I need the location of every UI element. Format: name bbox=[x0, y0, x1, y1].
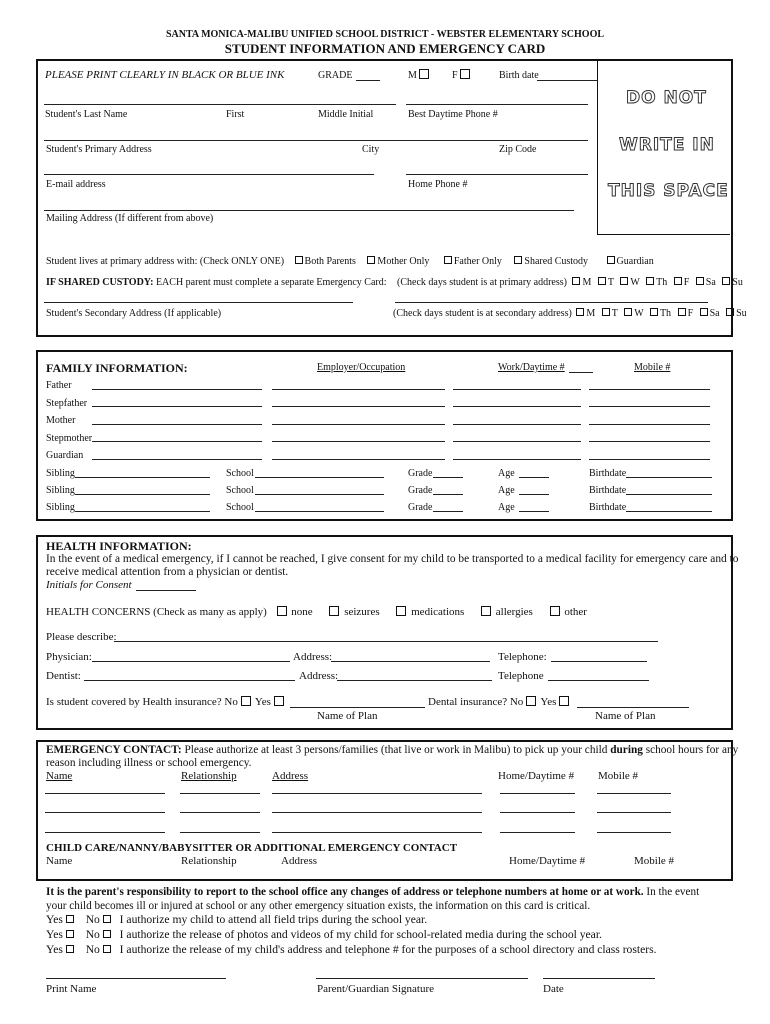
checkbox[interactable] bbox=[696, 277, 704, 285]
checkbox[interactable] bbox=[678, 308, 686, 316]
day-f[interactable] bbox=[674, 277, 690, 288]
health-concerns-label: HEALTH CONCERNS (Check as many as apply) bbox=[46, 606, 267, 618]
physician-telephone-label: Telephone: bbox=[498, 651, 547, 663]
day-m[interactable] bbox=[572, 277, 591, 288]
contact-name-field[interactable] bbox=[45, 793, 165, 794]
family-name-field[interactable] bbox=[92, 389, 262, 390]
concern-none[interactable] bbox=[277, 606, 313, 618]
family-employer-field[interactable] bbox=[272, 441, 445, 442]
yes-label: Yes bbox=[46, 943, 63, 956]
dental-plan-field[interactable] bbox=[577, 707, 689, 708]
contact-relationship-field[interactable] bbox=[180, 793, 260, 794]
sibling-age-field[interactable] bbox=[519, 494, 549, 495]
yes-label: Yes bbox=[540, 696, 557, 708]
authorization-field-trips bbox=[46, 913, 427, 926]
dental-insurance-no-checkbox[interactable] bbox=[526, 696, 536, 706]
grade-label: Grade bbox=[408, 502, 433, 513]
best-phone-label: Best Daytime Phone # bbox=[408, 109, 498, 120]
day-f[interactable] bbox=[678, 308, 694, 319]
middle-initial-label: Middle Initial bbox=[318, 109, 374, 120]
option-guardian[interactable] bbox=[607, 256, 654, 267]
no-label: No bbox=[85, 928, 100, 941]
responsibility-bold: It is the parent's responsibility to report to the school office any changes of address or telephone numbers at home or at work. bbox=[46, 886, 644, 898]
concern-label: allergies bbox=[495, 606, 533, 618]
day-label: F bbox=[687, 308, 694, 319]
sibling-name-field[interactable] bbox=[75, 494, 210, 495]
dentist-telephone-label: Telephone bbox=[498, 670, 544, 682]
health-heading: HEALTH INFORMATION: bbox=[46, 539, 192, 553]
birth-date-label: Birth date bbox=[499, 70, 539, 81]
consent-text-2: receive medical attention from a physician or dentist. bbox=[46, 566, 289, 578]
emergency-intro bbox=[46, 744, 738, 756]
checkbox[interactable] bbox=[646, 277, 654, 285]
checkbox[interactable] bbox=[674, 277, 682, 285]
physician-telephone-field[interactable] bbox=[551, 661, 647, 662]
checkbox[interactable] bbox=[620, 277, 628, 285]
day-sa[interactable] bbox=[696, 277, 716, 288]
checkbox[interactable] bbox=[550, 606, 560, 616]
dental-insurance-yes-checkbox[interactable] bbox=[559, 696, 569, 706]
contact-address-header: Address bbox=[272, 770, 309, 782]
checkbox[interactable] bbox=[598, 277, 606, 285]
directory-yes-checkbox[interactable] bbox=[66, 945, 74, 953]
health-concerns-row bbox=[46, 606, 587, 618]
dentist-field[interactable] bbox=[84, 680, 295, 681]
dentist-address-field[interactable] bbox=[337, 680, 492, 681]
option-label: Both Parents bbox=[304, 256, 356, 267]
health-plan-field[interactable] bbox=[290, 707, 425, 708]
checkbox[interactable] bbox=[481, 606, 491, 616]
contact-address-field[interactable] bbox=[272, 793, 482, 794]
family-mobile-field[interactable] bbox=[589, 389, 710, 390]
no-label: No bbox=[85, 913, 100, 926]
school-label: School bbox=[226, 502, 254, 513]
day-label: M bbox=[582, 277, 592, 288]
childcare-mobile-header: Mobile # bbox=[634, 855, 675, 867]
day-label: M bbox=[586, 308, 596, 319]
female-label: F bbox=[452, 70, 458, 81]
day-label: T bbox=[611, 308, 618, 319]
family-mobile-field[interactable] bbox=[589, 406, 710, 407]
checkbox[interactable] bbox=[576, 308, 584, 316]
concern-other[interactable] bbox=[550, 606, 587, 618]
grade-label: GRADE bbox=[318, 70, 353, 81]
shared-custody-heading: IF SHARED CUSTODY: bbox=[46, 277, 154, 288]
day-label: W bbox=[634, 308, 644, 319]
consent-text-1: In the event of a medical emergency, if I cannot be reached, I give consent for my child to be transported to a medical facility for emergency care and to bbox=[46, 553, 739, 565]
contact-home-field[interactable] bbox=[500, 793, 575, 794]
day-label: Sa bbox=[709, 308, 720, 319]
field-trips-yes-checkbox[interactable] bbox=[66, 915, 74, 923]
female-checkbox[interactable] bbox=[460, 69, 470, 79]
dentist-address-label: Address: bbox=[299, 670, 339, 682]
health-plan-name-label: Name of Plan bbox=[317, 710, 378, 722]
sibling-school-field[interactable] bbox=[255, 477, 384, 478]
family-work-phone-field[interactable] bbox=[453, 424, 581, 425]
shared-custody-row bbox=[46, 277, 743, 288]
lives-with-row bbox=[46, 256, 654, 267]
birthdate-label: Birthdate bbox=[589, 468, 627, 479]
checkbox[interactable] bbox=[514, 256, 522, 264]
date-label: Date bbox=[543, 983, 564, 995]
checkbox[interactable] bbox=[624, 308, 632, 316]
age-label: Age bbox=[498, 468, 515, 479]
grade-label: Grade bbox=[408, 485, 433, 496]
emergency-text-2: school hours for any bbox=[645, 744, 739, 756]
sibling-name-field[interactable] bbox=[75, 477, 210, 478]
checkbox[interactable] bbox=[572, 277, 580, 285]
day-sa[interactable] bbox=[700, 308, 720, 319]
sibling-birthdate-field[interactable] bbox=[626, 477, 712, 478]
date-field[interactable] bbox=[543, 978, 655, 979]
yes-label: Yes bbox=[46, 928, 63, 941]
checkbox[interactable] bbox=[607, 256, 615, 264]
option-shared-custody[interactable] bbox=[514, 256, 588, 267]
zip-label: Zip Code bbox=[499, 144, 537, 155]
dentist-telephone-field[interactable] bbox=[548, 680, 649, 681]
day-su[interactable] bbox=[722, 277, 743, 288]
father-label: Father bbox=[46, 380, 72, 391]
contact-name-header: Name bbox=[46, 770, 73, 782]
city-label: City bbox=[362, 144, 380, 155]
grade-label: Grade bbox=[408, 468, 433, 479]
contact-home-header: Home/Daytime # bbox=[498, 770, 575, 782]
lives-with-label: Student lives at primary address with: (Check ONLY ONE) bbox=[46, 256, 285, 267]
work-header-underline bbox=[569, 372, 593, 373]
childcare-home-header: Home/Daytime # bbox=[509, 855, 586, 867]
day-label: T bbox=[607, 277, 614, 288]
health-insurance-row bbox=[46, 696, 286, 708]
family-work-phone-field[interactable] bbox=[453, 406, 581, 407]
option-label: Father Only bbox=[453, 256, 502, 267]
do-not-write-line-2: WRITE IN bbox=[619, 135, 715, 155]
yes-label: Yes bbox=[254, 696, 271, 708]
authorization-text: I authorize the release of my child's address and telephone # for the purposes of a school directory and class rosters. bbox=[119, 943, 657, 956]
family-employer-field[interactable] bbox=[272, 459, 445, 460]
checkbox[interactable] bbox=[329, 606, 339, 616]
secondary-address-field[interactable] bbox=[44, 302, 353, 303]
day-w[interactable] bbox=[620, 277, 639, 288]
option-label: Mother Only bbox=[377, 256, 430, 267]
form-title: STUDENT INFORMATION AND EMERGENCY CARD bbox=[224, 41, 546, 56]
do-not-write-line-1: DO NOT bbox=[626, 88, 707, 108]
sibling-grade-field[interactable] bbox=[433, 494, 463, 495]
checkbox[interactable] bbox=[396, 606, 406, 616]
option-label: Guardian bbox=[616, 256, 654, 267]
concern-label: seizures bbox=[344, 606, 380, 618]
checkbox[interactable] bbox=[650, 308, 658, 316]
initials-field[interactable] bbox=[136, 590, 196, 591]
checkbox[interactable] bbox=[444, 256, 452, 264]
secondary-days-row bbox=[393, 308, 747, 319]
secondary-address-label: Student's Secondary Address (If applicable) bbox=[46, 308, 222, 319]
sibling-grade-field[interactable] bbox=[433, 477, 463, 478]
first-name-label: First bbox=[226, 109, 245, 120]
responsibility-line-2: your child becomes ill or injured at school or any other emergency situation exists, the information on this card is critical. bbox=[46, 900, 591, 912]
physician-address-field[interactable] bbox=[331, 661, 490, 662]
responsibility-line-1 bbox=[46, 886, 699, 898]
day-w[interactable] bbox=[624, 308, 643, 319]
no-label: No bbox=[85, 943, 100, 956]
emergency-text-1: Please authorize at least 3 persons/families (that live or work in Malibu) to pick up your child bbox=[184, 744, 608, 756]
family-mobile-field[interactable] bbox=[589, 459, 710, 460]
directory-no-checkbox[interactable] bbox=[103, 945, 111, 953]
sibling-school-field[interactable] bbox=[255, 511, 384, 512]
contact-relationship-field[interactable] bbox=[180, 832, 260, 833]
family-work-phone-field[interactable] bbox=[453, 441, 581, 442]
emergency-text-3: reason including illness or school emergency. bbox=[46, 757, 252, 769]
primary-address-label: Student's Primary Address bbox=[46, 144, 152, 155]
home-phone-label: Home Phone # bbox=[408, 179, 468, 190]
home-phone-field[interactable] bbox=[406, 174, 588, 175]
health-insurance-no-checkbox[interactable] bbox=[241, 696, 251, 706]
field-trips-no-checkbox[interactable] bbox=[103, 915, 111, 923]
primary-days-label: (Check days student is at primary address) bbox=[397, 277, 567, 288]
day-label: Su bbox=[736, 308, 747, 319]
contact-name-field[interactable] bbox=[45, 812, 165, 813]
student-name-field[interactable] bbox=[44, 104, 396, 105]
concern-allergies[interactable] bbox=[481, 606, 533, 618]
concern-label: other bbox=[564, 606, 587, 618]
childcare-heading: CHILD CARE/NANNY/BABYSITTER OR ADDITIONAL EMERGENCY CONTACT bbox=[46, 842, 458, 854]
dental-insurance-label: Dental insurance? No bbox=[428, 696, 524, 708]
male-option[interactable] bbox=[408, 69, 431, 81]
authorization-directory bbox=[46, 943, 657, 956]
physician-label: Physician: bbox=[46, 651, 92, 663]
family-name-field[interactable] bbox=[92, 424, 262, 425]
concern-label: none bbox=[291, 606, 313, 618]
guardian-label: Guardian bbox=[46, 450, 84, 461]
checkbox[interactable] bbox=[726, 308, 734, 316]
secondary-days-line[interactable] bbox=[395, 302, 708, 303]
dental-plan-name-label: Name of Plan bbox=[595, 710, 656, 722]
email-field[interactable] bbox=[44, 174, 374, 175]
last-name-label: Student's Last Name bbox=[45, 109, 128, 120]
describe-label: Please describe: bbox=[46, 631, 117, 643]
health-insurance-label: Is student covered by Health insurance? No bbox=[46, 696, 238, 708]
day-label: F bbox=[683, 277, 690, 288]
concern-seizures[interactable] bbox=[329, 606, 379, 618]
day-t[interactable] bbox=[598, 277, 614, 288]
responsibility-text-1: In the event bbox=[646, 886, 700, 898]
sibling-name-field[interactable] bbox=[75, 511, 210, 512]
sibling-age-field[interactable] bbox=[519, 511, 549, 512]
birthdate-label: Birthdate bbox=[589, 502, 627, 513]
primary-address-field[interactable] bbox=[44, 140, 588, 141]
do-not-write-line-3: THIS SPACE bbox=[608, 181, 729, 201]
sibling-birthdate-field[interactable] bbox=[626, 511, 712, 512]
contact-relationship-header: Relationship bbox=[181, 770, 237, 782]
day-label: Th bbox=[659, 308, 672, 319]
birthdate-label: Birthdate bbox=[589, 485, 627, 496]
option-mother-only[interactable] bbox=[367, 256, 429, 267]
contact-home-field[interactable] bbox=[500, 832, 575, 833]
mailing-address-label: Mailing Address (If different from above) bbox=[46, 213, 214, 224]
sibling-grade-field[interactable] bbox=[433, 511, 463, 512]
health-insurance-yes-checkbox[interactable] bbox=[274, 696, 284, 706]
emergency-heading: EMERGENCY CONTACT: bbox=[46, 744, 182, 756]
day-th[interactable] bbox=[650, 308, 671, 319]
female-option[interactable] bbox=[452, 69, 472, 81]
dental-insurance-row bbox=[428, 696, 571, 708]
family-employer-field[interactable] bbox=[272, 406, 445, 407]
physician-address-label: Address: bbox=[293, 651, 333, 663]
contact-home-field[interactable] bbox=[500, 812, 575, 813]
stepfather-label: Stepfather bbox=[46, 398, 88, 409]
sibling-age-field[interactable] bbox=[519, 477, 549, 478]
contact-mobile-header: Mobile # bbox=[598, 770, 639, 782]
sibling-label: Sibling bbox=[46, 502, 75, 513]
family-name-field[interactable] bbox=[92, 406, 262, 407]
checkbox[interactable] bbox=[602, 308, 610, 316]
sibling-birthdate-field[interactable] bbox=[626, 494, 712, 495]
print-note: PLEASE PRINT CLEARLY IN BLACK OR BLUE INK bbox=[45, 69, 285, 81]
day-label: Th bbox=[656, 277, 668, 288]
yes-label: Yes bbox=[46, 913, 63, 926]
day-label: W bbox=[630, 277, 640, 288]
option-label: Shared Custody bbox=[524, 256, 589, 267]
contact-address-field[interactable] bbox=[272, 832, 482, 833]
emergency-during: during bbox=[610, 744, 643, 756]
day-label: Su bbox=[732, 277, 743, 288]
family-employer-field[interactable] bbox=[272, 424, 445, 425]
photos-yes-checkbox[interactable] bbox=[66, 930, 74, 938]
checkbox[interactable] bbox=[700, 308, 708, 316]
school-label: School bbox=[226, 468, 254, 479]
school-label: School bbox=[226, 485, 254, 496]
family-name-field[interactable] bbox=[92, 459, 262, 460]
district-name: SANTA MONICA-MALIBU UNIFIED SCHOOL DISTRICT - WEBSTER ELEMENTARY SCHOOL bbox=[165, 29, 605, 40]
family-work-phone-field[interactable] bbox=[453, 459, 581, 460]
option-both-parents[interactable] bbox=[295, 256, 356, 267]
contact-mobile-field[interactable] bbox=[597, 793, 671, 794]
signature-field[interactable] bbox=[316, 978, 528, 979]
physician-field[interactable] bbox=[92, 661, 290, 662]
day-label: Sa bbox=[705, 277, 716, 288]
work-phone-column-header: Work/Daytime # bbox=[498, 362, 565, 373]
authorization-photos bbox=[46, 928, 602, 941]
sibling-label: Sibling bbox=[46, 468, 75, 479]
male-label: M bbox=[408, 70, 417, 81]
family-mobile-field[interactable] bbox=[589, 424, 710, 425]
signature-label: Parent/Guardian Signature bbox=[317, 983, 434, 995]
grade-field[interactable] bbox=[356, 80, 380, 81]
male-checkbox[interactable] bbox=[419, 69, 429, 79]
concern-medications[interactable] bbox=[396, 606, 464, 618]
family-name-field[interactable] bbox=[92, 441, 262, 442]
childcare-name-header: Name bbox=[46, 855, 73, 867]
day-su[interactable] bbox=[726, 308, 747, 319]
family-employer-field[interactable] bbox=[272, 389, 445, 390]
checkbox[interactable] bbox=[295, 256, 303, 264]
shared-custody-note: EACH parent must complete a separate Emergency Card: bbox=[155, 277, 387, 288]
email-label: E-mail address bbox=[46, 179, 106, 190]
checkbox[interactable] bbox=[277, 606, 287, 616]
concern-label: medications bbox=[411, 606, 465, 618]
best-phone-field[interactable] bbox=[406, 104, 588, 105]
day-th[interactable] bbox=[646, 277, 667, 288]
family-heading: FAMILY INFORMATION: bbox=[46, 361, 188, 375]
family-work-phone-field[interactable] bbox=[453, 389, 581, 390]
childcare-address-header: Address bbox=[281, 855, 318, 867]
dentist-label: Dentist: bbox=[46, 670, 81, 682]
age-label: Age bbox=[498, 502, 515, 513]
birth-date-field[interactable] bbox=[537, 80, 597, 81]
employer-column-header: Employer/Occupation bbox=[317, 362, 406, 373]
contact-mobile-field[interactable] bbox=[597, 832, 671, 833]
initials-label: Initials for Consent bbox=[46, 579, 132, 591]
day-t[interactable] bbox=[602, 308, 618, 319]
authorization-text: I authorize my child to attend all field trips during the school year. bbox=[119, 913, 428, 926]
stepmother-label: Stepmother bbox=[46, 433, 93, 444]
sibling-school-field[interactable] bbox=[255, 494, 384, 495]
print-name-field[interactable] bbox=[46, 978, 226, 979]
age-label: Age bbox=[498, 485, 515, 496]
contact-name-field[interactable] bbox=[45, 832, 165, 833]
authorization-text: I authorize the release of photos and videos of my child for school-related media during the school year. bbox=[119, 928, 602, 941]
print-name-label: Print Name bbox=[46, 983, 97, 995]
day-m[interactable] bbox=[576, 308, 595, 319]
primary-days bbox=[569, 277, 742, 288]
photos-no-checkbox[interactable] bbox=[103, 930, 111, 938]
sibling-label: Sibling bbox=[46, 485, 75, 496]
family-mobile-field[interactable] bbox=[589, 441, 710, 442]
mother-label: Mother bbox=[46, 415, 76, 426]
checkbox[interactable] bbox=[722, 277, 730, 285]
describe-field[interactable] bbox=[114, 641, 658, 642]
mailing-address-field[interactable] bbox=[44, 210, 574, 211]
contact-mobile-field[interactable] bbox=[597, 812, 671, 813]
mobile-column-header: Mobile # bbox=[634, 362, 671, 373]
checkbox[interactable] bbox=[367, 256, 375, 264]
childcare-relationship-header: Relationship bbox=[181, 855, 237, 867]
secondary-days-label: (Check days student is at secondary address) bbox=[393, 308, 572, 319]
contact-relationship-field[interactable] bbox=[180, 812, 260, 813]
contact-address-field[interactable] bbox=[272, 812, 482, 813]
option-father-only[interactable] bbox=[444, 256, 502, 267]
